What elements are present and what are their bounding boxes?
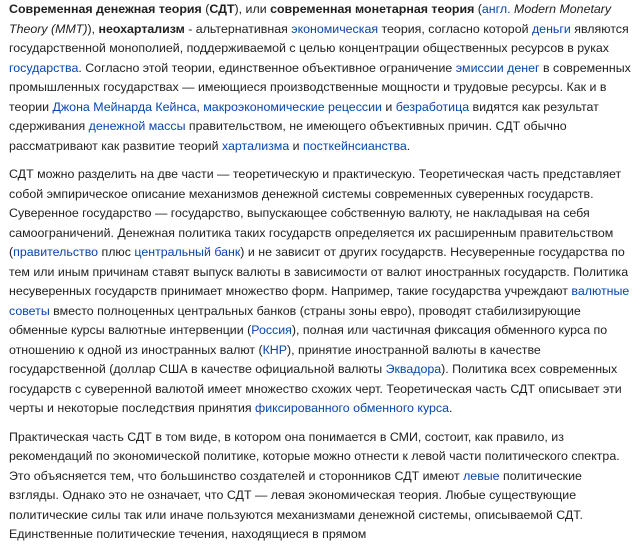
link-chartalism[interactable]: хартализма [221, 138, 290, 153]
link-money[interactable]: деньги [531, 21, 571, 36]
link-central-bank[interactable]: центральный банк [134, 245, 241, 259]
article-body [9, 0, 635, 554]
text: . Согласно этой теории, единственное объективное ограничение [78, 60, 456, 75]
text: ) и не зависит от других государств. Несуверенные государства по тем или иным причинам ставят выпуск валюты в зависимости от валют иностранных государств. Политика несуверенных государств принимает множество форм. Например, такие государства учреждают [9, 245, 629, 298]
link-left-wing[interactable]: левые [463, 468, 500, 483]
link-prc[interactable]: КНР [262, 342, 288, 357]
term-abbr: СДТ [209, 2, 235, 16]
text: правительством, не имеющего объективных причин. СДТ обычно рассматривают как развитие теорий [9, 119, 567, 153]
link-money-supply[interactable]: денежной массы [88, 119, 186, 133]
link-keynes[interactable]: Джона Мейнарда Кейнса [52, 99, 197, 114]
link-currency-boards[interactable]: валютные советы [9, 284, 630, 318]
link-recessions[interactable]: макроэкономические рецессии [203, 99, 382, 114]
text: политические взгляды. Однако это не означает, что СДТ — левая экономическая теория. Любые существующие политические силы так или иначе пользуются механизмами денежной системы, описываемой СДТ. Единственные политические течения, находящиеся в прямом [9, 468, 583, 541]
text: ( [474, 2, 482, 16]
text: СДТ можно разделить на две части — теоретическую и практическую. Теоретическая часть представляет собой эмпирическое описание механизмов денежной системы современных суверенных государств. Суверенное государство — государство, выпускающее собственную валюту, не накладывая на себя самоограничений. Денежная политика таких государств определяется их расширенным правительством ( [9, 167, 622, 259]
link-russia[interactable]: Россия [251, 323, 292, 337]
term-mmt-ru: Современная денежная теория [9, 2, 202, 16]
term-neochartalism: неохартализм [98, 21, 185, 36]
link-ecuador[interactable]: Эквадора [385, 362, 442, 376]
link-unemployment[interactable]: безработица [395, 99, 470, 114]
paragraph-theory [9, 165, 635, 419]
text: . [449, 401, 453, 415]
text: . [406, 138, 411, 153]
link-fixed-exchange-rate[interactable]: фиксированного обменного курса [255, 401, 449, 415]
text: являются государственной монополией, поддерживаемой с целью концентрации общественных ресурсов в руках [9, 21, 629, 55]
text: и [289, 138, 304, 153]
link-money-emission[interactable]: эмиссии денег [455, 60, 540, 75]
text: ), принятие иностранной валюты в качестве государственной (доллар США в качестве официальной валюты [9, 342, 541, 376]
text: , [196, 99, 204, 114]
text: Практическая часть СДТ в том виде, в котором она понимается в СМИ, состоит, как правило, из рекомендаций по экономической политике, которые можно отнести к левой части политического спектра. Это объясняется тем, что большинство создателей и сторонников СДТ имеют [9, 429, 620, 483]
text: - альтернативная [184, 21, 292, 36]
term-alt: современная монетарная теория [270, 2, 475, 16]
text: видятся как результат сдерживания [9, 99, 599, 133]
text: ), или [234, 2, 271, 16]
link-government[interactable]: правительство [13, 245, 99, 259]
term-english: Modern Monetary Theory (MMT) [9, 2, 612, 36]
text: и [381, 99, 396, 114]
link-state[interactable]: государства [9, 60, 79, 75]
text: плюс [98, 245, 135, 259]
text: теория, согласно которой [378, 21, 532, 36]
link-economic[interactable]: экономическая [291, 21, 379, 36]
text: ), [87, 21, 99, 36]
paragraph-intro [9, 0, 635, 156]
link-post-keynesianism[interactable]: посткейнсианства [303, 138, 407, 153]
text: в современных промышленных государствах — имеющиеся производственные мощности и трудовые ресурсы. Как и в теории [9, 60, 631, 114]
text: ), полная или частичная фиксация обменного курса по отношению к одной из иностранных валют ( [9, 323, 608, 357]
text: ( [201, 2, 210, 16]
text: вместо полноценных центральных банков (страны зоны евро), проводят стабилизирующие обменные курсы валютные интервенции ( [9, 303, 581, 337]
paragraph-practice [9, 428, 635, 545]
text: ). Политика всех современных государств с суверенной валютой имеет множество схожих черт. Теоретическая часть СДТ описывает эти черты и некоторые последствия принятия [9, 362, 622, 415]
link-english[interactable]: англ. [481, 2, 511, 16]
